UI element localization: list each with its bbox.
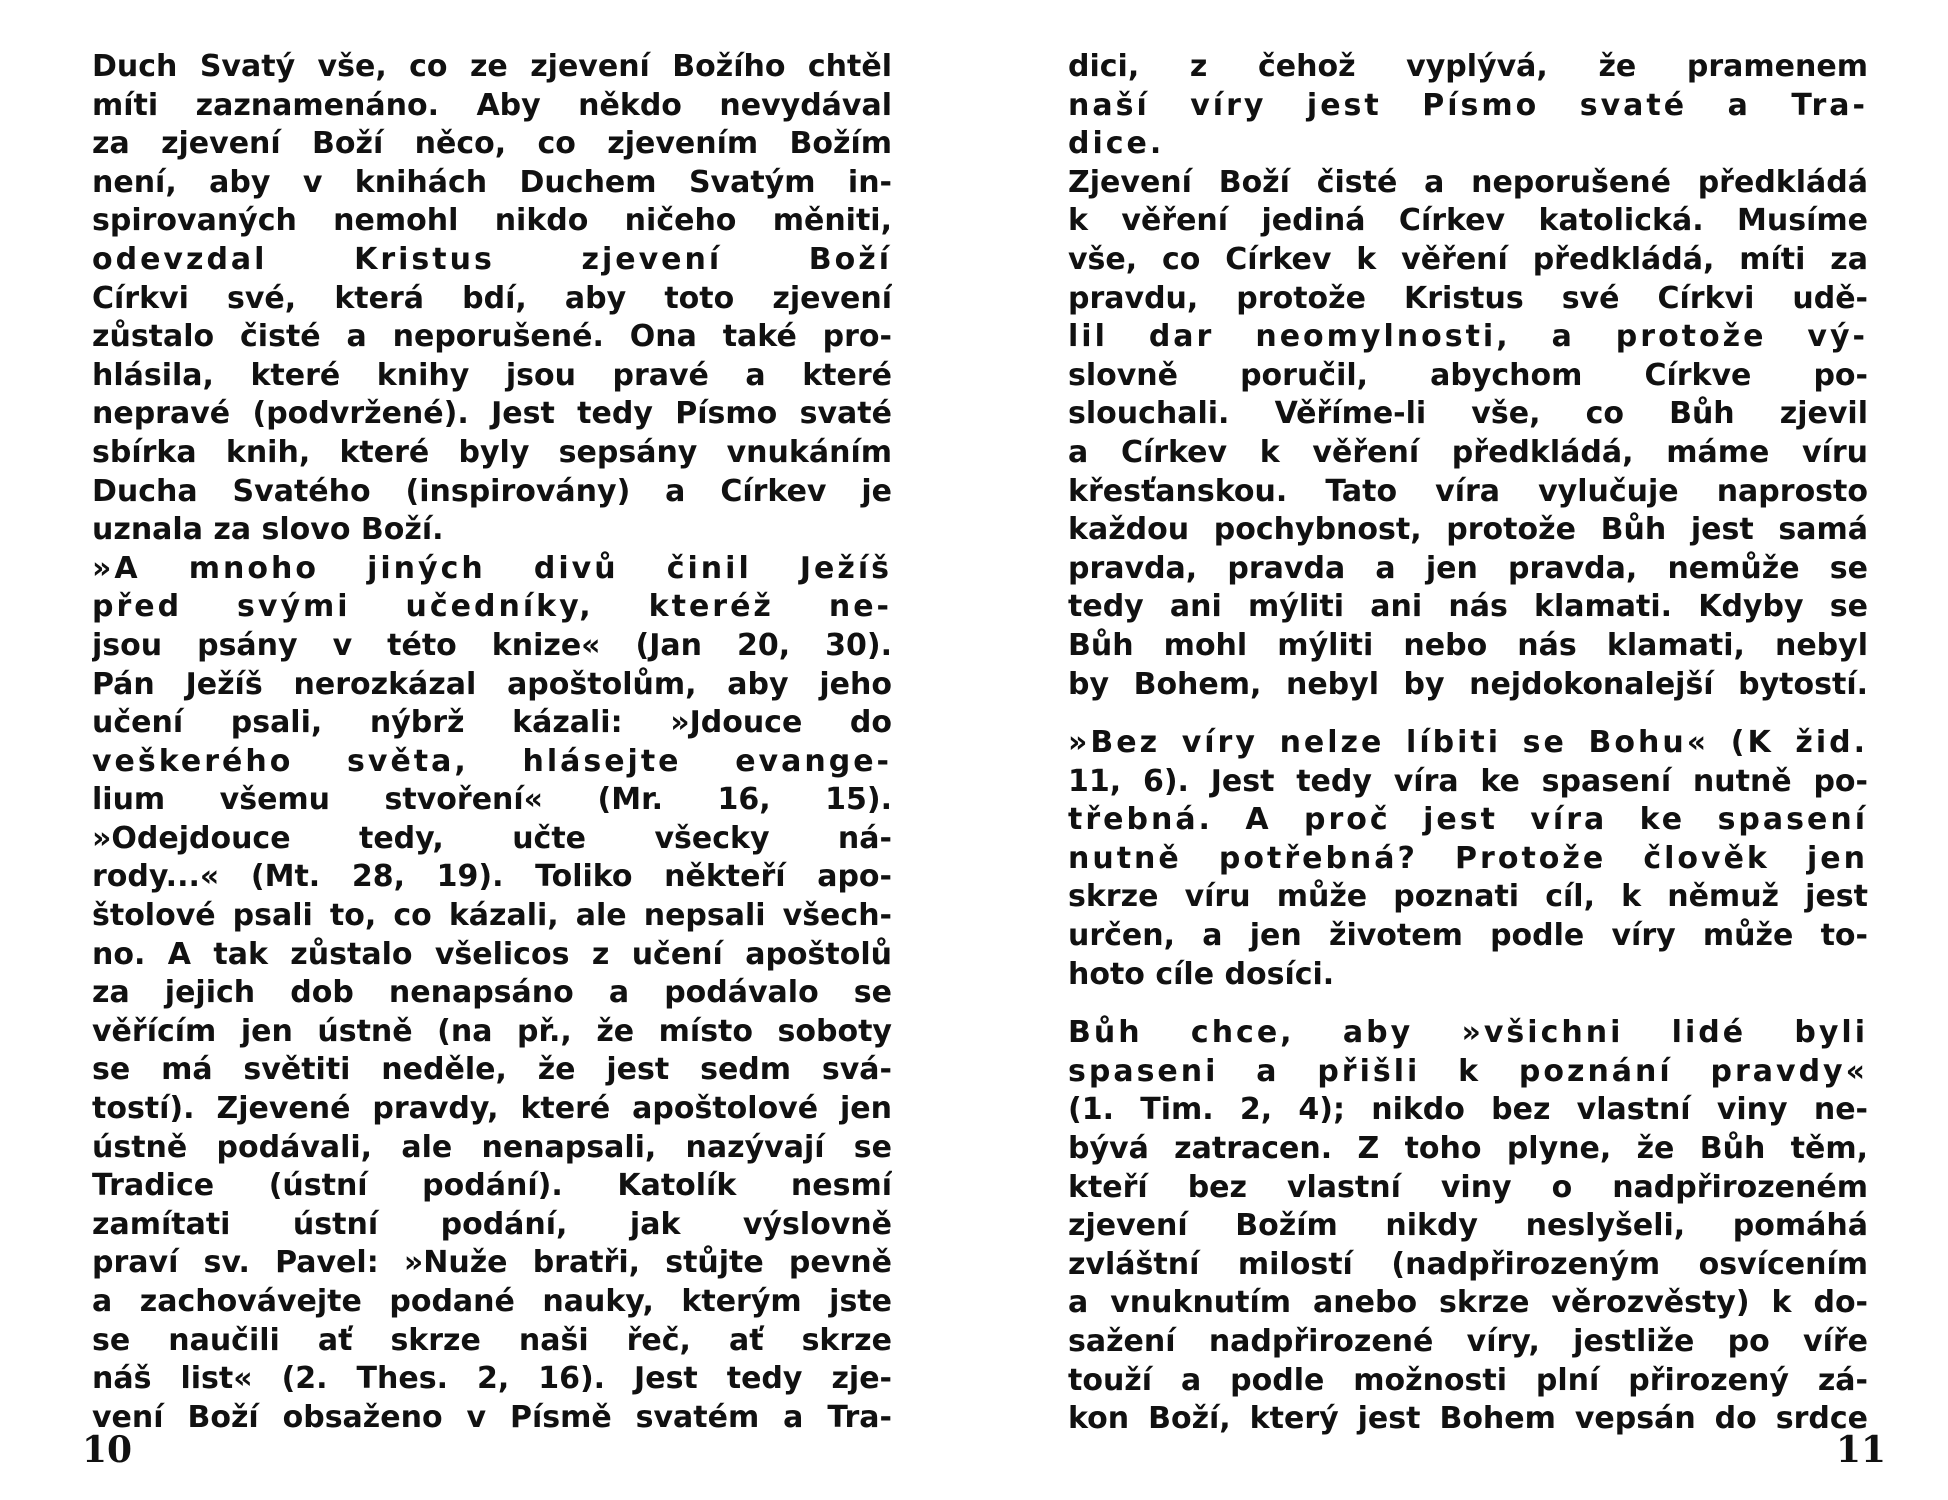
text-line: tostí). Zjevené pravdy, které apoštolové jen [92,1091,892,1127]
text-line: lil dar neomylnosti, a protože vý- [1068,319,1868,355]
text-line: za zjevení Boží něco, co zjevením Božím [92,126,892,162]
text-line: kon Boží, který jest Bohem vepsán do srdce [1068,1401,1868,1437]
page-number-left: 10 [82,1429,133,1471]
left-page-text [92,48,892,1437]
text-line: třebná. A proč jest víra ke spasení [1068,802,1868,838]
paragraph [92,48,892,550]
text-line: Bůh chce, aby »všichni lidé byli [1068,1015,1868,1051]
text-line: dice. [1068,126,1165,162]
text-line: spaseni a přišli k poznání pravdy« [1068,1053,1868,1089]
text-line: se má světiti neděle, že jest sedm svá- [92,1052,892,1088]
text-line: slouchali. Věříme-li vše, co Bůh zjevil [1068,396,1868,432]
text-line: věřícím jen ústně (na př., že místo soboty [92,1013,892,1049]
text-line: zjevení Božím nikdy neslyšeli, pomáhá [1068,1208,1868,1244]
right-page-text [1068,48,1868,1439]
text-line: vše, co Církev k věření předkládá, míti za [1068,241,1868,277]
paragraph-spacer [1068,704,1868,724]
text-line: »Odejdouce tedy, učte všecky ná- [92,820,892,856]
text-line: Tradice (ústní podání). Katolík nesmí [92,1168,892,1204]
text-line: náš list« (2. Thes. 2, 16). Jest tedy zje- [92,1361,892,1397]
text-line: Církvi své, která bdí, aby toto zjevení [92,280,892,316]
text-line: pravda, pravda a jen pravda, nemůže se [1068,550,1868,586]
text-line: veškerého světa, hlásejte evange- [92,743,892,779]
text-line: pravdu, protože Kristus své Církvi udě- [1068,280,1868,316]
paragraph [1068,48,1868,164]
text-line: naší víry jest Písmo svaté a Tra- [1068,87,1868,123]
text-line: sbírka knih, které byly sepsány vnukáním [92,434,892,470]
text-line: hoto cíle dosíci. [1068,956,1335,992]
text-line: hlásila, které knihy jsou pravé a které [92,357,892,393]
text-line: před svými učedníky, kteréž ne- [92,589,892,625]
text-line: míti zaznamenáno. Aby někdo nevydával [92,87,892,123]
text-line: (1. Tim. 2, 4); nikdo bez vlastní viny ne- [1068,1092,1868,1128]
text-line: Pán Ježíš nerozkázal apoštolům, aby jeho [92,666,892,702]
text-line: štolové psali to, co kázali, ale nepsali všech- [92,898,892,934]
paragraph [1068,164,1868,704]
text-line: dici, z čehož vyplývá, že pramenem [1068,49,1868,84]
paragraph-spacer [1068,994,1868,1014]
text-line: zamítati ústní podání, jak výslovně [92,1206,892,1242]
paragraph [1068,724,1868,994]
text-line: určen, a jen životem podle víry může to- [1068,918,1868,954]
text-line: uznala za slovo Boží. [92,512,444,548]
text-line: skrze víru může poznati cíl, k němuž jest [1068,879,1868,915]
text-line: zůstalo čisté a neporušené. Ona také pro- [92,319,892,355]
text-line: Duch Svatý vše, co ze zjevení Božího chtěl [92,49,892,84]
text-line: slovně poručil, abychom Církve po- [1068,357,1868,393]
text-line: rody...« (Mt. 28, 19). Toliko někteří apo- [92,859,892,895]
text-line: a vnuknutím anebo skrze věrozvěsty) k do- [1068,1285,1868,1321]
text-line: a Církev k věření předkládá, máme víru [1068,434,1868,470]
text-line: vení Boží obsaženo v Písmě svatém a Tra- [92,1399,892,1435]
text-line: praví sv. Pavel: »Nuže bratři, stůjte pevně [92,1245,892,1281]
text-line: odevzdal Kristus zjevení Boží [92,241,892,277]
text-line: se naučili ať skrze naši řeč, ať skrze [92,1322,892,1358]
paragraph [1068,1014,1868,1439]
text-line: bývá zatracen. Z toho plyne, že Bůh těm, [1068,1131,1868,1167]
text-line: spirovaných nemohl nikdo ničeho měniti, [92,203,892,239]
text-line: »A mnoho jiných divů činil Ježíš [92,550,892,586]
text-line: »Bez víry nelze líbiti se Bohu« (K žid. [1068,725,1868,761]
text-line: ústně podávali, ale nenapsali, nazývají se [92,1129,892,1165]
text-line: no. A tak zůstalo všelicos z učení apoštolů [92,936,892,972]
text-line: křesťanskou. Tato víra vylučuje naprosto [1068,473,1868,509]
paragraph [92,550,892,1438]
text-line: není, aby v knihách Duchem Svatým in- [92,164,892,200]
text-line: k věření jediná Církev katolická. Musíme [1068,203,1868,239]
text-line: lium všemu stvoření« (Mr. 16, 15). [92,782,892,818]
page-number-right: 11 [1836,1429,1887,1471]
text-line: Bůh mohl mýliti nebo nás klamati, nebyl [1068,627,1868,663]
text-line: za jejich dob nenapsáno a podávalo se [92,975,892,1011]
text-line: každou pochybnost, protože Bůh jest samá [1068,512,1868,548]
text-line: a zachovávejte podané nauky, kterým jste [92,1284,892,1319]
text-line: tedy ani mýliti ani nás klamati. Kdyby se [1068,589,1868,625]
text-line: 11, 6). Jest tedy víra ke spasení nutně po- [1068,763,1868,799]
text-line: zvláštní milostí (nadpřirozeným osvícením [1068,1246,1868,1282]
text-line: učení psali, nýbrž kázali: »Jdouce do [92,705,892,741]
text-line: sažení nadpřirozené víry, jestliže po víře [1068,1324,1868,1359]
text-line: by Bohem, nebyl by nejdokonalejší bytostí. [1068,666,1868,702]
text-line: kteří bez vlastní viny o nadpřirozeném [1068,1169,1868,1205]
text-line: nutně potřebná? Protože člověk jen [1068,840,1868,876]
text-line: touží a podle možnosti plní přirozený zá- [1068,1362,1868,1398]
text-line: Zjevení Boží čisté a neporušené předkládá [1068,164,1868,200]
text-line: Ducha Svatého (inspirovány) a Církev je [92,473,892,509]
text-line: jsou psány v této knize« (Jan 20, 30). [92,627,892,663]
text-line: nepravé (podvržené). Jest tedy Písmo svaté [92,396,892,432]
